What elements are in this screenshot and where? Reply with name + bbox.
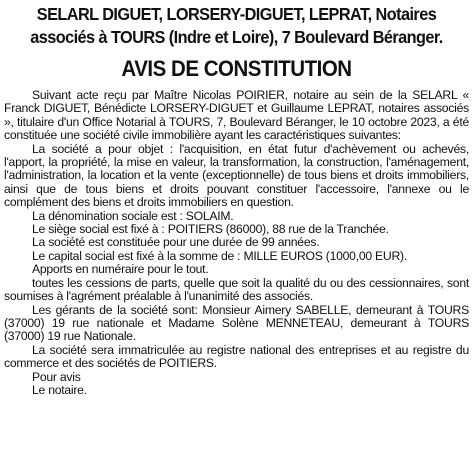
header-line-1: SELARL DIGUET, LORSERY-DIGUET, LEPRAT, Notaires [36,4,437,24]
paragraph-pour-avis: Pour avis [32,369,81,384]
paragraph-registration: La société sera immatriculée au registre national des entreprises et au registre du commerce et des sociétés de POITIERS. [4,342,469,371]
paragraph-contributions: Apports en numéraire pour le tout. [32,262,209,277]
header-line-2: associés à TOURS (Indre et Loire), 7 Boulevard Béranger. [30,27,443,47]
paragraph-managers: Les gérants de la société sont: Monsieur Aimery SABELLE, demeurant à TOURS (37000) 19 rue nationale et Madame Solène MENNETEAU, demeurant à TOURS (37000) 19 rue Nationale. [4,302,469,344]
paragraph-seat: Le siège social est fixé à : POITIERS (86000), 88 rue de la Tranchée. [32,222,389,237]
paragraph-purpose: La société a pour objet : l'acquisition, en état futur d'achèvement ou achevés, l'apport, la propriété, la mise en valeur, la transformation, la construction, l'aménagement, l'administration, la location et la vente (exceptionnelle) de tous biens et droits immobiliers, ainsi que de tous biens et droits pouvant constituer l'accessoire, l'annexe ou le complément des biens et droits immobiliers en question. [4,141,469,210]
paragraph-signature: Le notaire. [32,382,87,397]
paragraph-transfers: toutes les cessions de parts, quelle que soit la qualité du ou des cessionnaires, sont soumises à l'agrément préalable à l'unanimité des associés. [4,275,469,304]
paragraph-deed: Suivant acte reçu par Maître Nicolas POIRIER, notaire au sein de la SELARL « Franck DIGUET, Bénédicte LORSERY-DIGUET et Guillaume LEPRAT, notaires associés », titulaire d'un Office Notarial à TOURS, 7, Boulevard Béranger, le 10 octobre 2023, a été constituée une société civile immobilière ayant les caractéristiques suivantes: [4,88,469,143]
notice-body [4,89,469,397]
paragraph-capital: Le capital social est fixé à la somme de : MILLE EUROS (1000,00 EUR). [32,248,407,263]
notice-header [20,3,452,49]
notice-title: AVIS DE CONSTITUTION [121,56,352,81]
paragraph-name: La dénomination sociale est : SOLAIM. [32,208,234,223]
paragraph-duration: La société est constituée pour une durée de 99 années. [32,235,320,250]
